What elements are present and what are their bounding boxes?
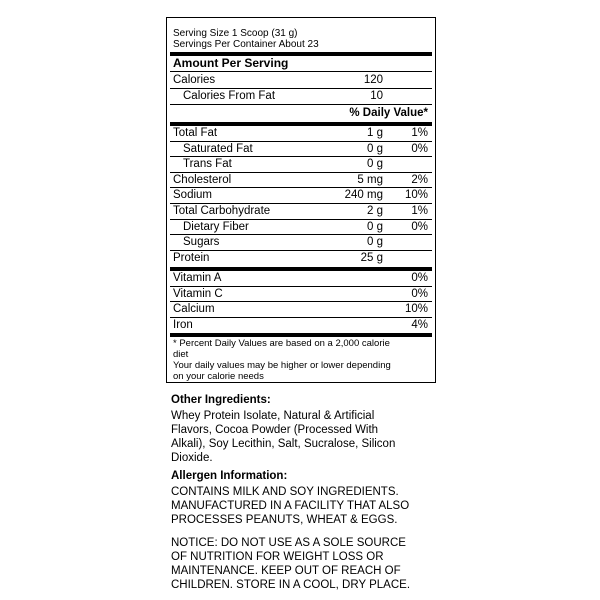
nutrient-label: Sugars: [183, 236, 220, 249]
vitamin-daily-value: 4%: [411, 318, 428, 331]
nutrient-daily-value: 10%: [404, 189, 428, 202]
nutrient-amount: 0 g: [367, 236, 383, 249]
nutrient-label: Dietary Fiber: [183, 220, 249, 233]
allergen-section: [171, 469, 441, 527]
allergen-title: Allergen Information:: [171, 470, 288, 482]
nutrient-daily-value: 1%: [411, 127, 428, 139]
nutrient-daily-value: 1%: [411, 205, 428, 217]
servings-per-container: Servings Per Container About 23: [173, 39, 319, 50]
nutrient-row: [170, 126, 432, 140]
allergen-text: [171, 485, 441, 527]
divider: [170, 104, 432, 105]
nutrient-label: Protein: [173, 251, 210, 264]
allergen-line: MANUFACTURED IN A FACILITY THAT ALSO: [171, 500, 410, 512]
ingredients-line: Whey Protein Isolate, Natural & Artificial: [171, 410, 375, 422]
nutrient-amount: 2 g: [367, 205, 383, 217]
allergen-line: PROCESSES PEANUTS, WHEAT & EGGS.: [171, 514, 398, 526]
nutrient-label: Sodium: [173, 189, 212, 202]
notice-line: OF NUTRITION FOR WEIGHT LOSS OR: [171, 551, 384, 563]
notice-section: [171, 536, 441, 592]
nutrient-row: [170, 157, 432, 171]
nutrient-label: Trans Fat: [183, 158, 232, 171]
nutrient-amount: 240 mg: [344, 189, 383, 202]
ingredients-line: Dioxide.: [171, 452, 213, 464]
footnote-line: Your daily values may be higher or lower depending: [173, 360, 391, 371]
notice-line: CHILDREN. STORE IN A COOL, DRY PLACE.: [171, 579, 411, 591]
other-ingredients-section: [171, 393, 441, 465]
other-ingredients-text: [171, 409, 441, 465]
serving-size: Serving Size 1 Scoop (31 g): [173, 28, 298, 39]
nutrient-amount: 25 g: [360, 251, 383, 264]
nutrient-row: [170, 235, 432, 249]
calories-value: 120: [363, 74, 383, 86]
notice-line: MAINTENANCE. KEEP OUT OF REACH OF: [171, 565, 401, 577]
footnote-line: diet: [173, 349, 189, 360]
divider: [170, 71, 432, 72]
nutrition-facts-panel: [166, 17, 436, 383]
nutrient-daily-value: 0%: [411, 142, 428, 155]
nutrient-row: [170, 220, 432, 234]
nutrient-amount: 0 g: [367, 142, 383, 155]
calories-from-fat-value: 10: [370, 90, 383, 102]
other-ingredients-title: Other Ingredients:: [171, 394, 271, 406]
daily-value-header-row: [170, 106, 432, 120]
daily-value-header: % Daily Value*: [349, 107, 428, 119]
vitamin-label: Calcium: [173, 303, 215, 316]
calories-from-fat-row: [170, 89, 432, 103]
nutrient-row: [170, 188, 432, 202]
vitamin-daily-value: 0%: [411, 287, 428, 300]
nutrient-daily-value: 0%: [411, 220, 428, 233]
nutrient-label: Total Carbohydrate: [173, 205, 271, 217]
nutrient-amount: 1 g: [367, 127, 383, 139]
nutrient-label: Cholesterol: [173, 173, 232, 186]
nutrient-label: Total Fat: [173, 127, 218, 139]
ingredients-line: Alkali), Soy Lecithin, Salt, Sucralose, Silicon: [171, 438, 396, 450]
vitamin-label: Vitamin C: [173, 287, 223, 300]
vitamin-daily-value: 0%: [411, 272, 428, 284]
thick-divider: [170, 333, 432, 337]
nutrient-daily-value: 2%: [411, 173, 428, 186]
allergen-line: CONTAINS MILK AND SOY INGREDIENTS.: [171, 486, 399, 498]
calories-row: [170, 73, 432, 87]
nutrient-row: [170, 204, 432, 218]
vitamin-row: [170, 271, 432, 285]
nutrient-amount: 5 mg: [357, 173, 383, 186]
footnote: [173, 338, 429, 382]
vitamin-label: Iron: [173, 318, 193, 331]
ingredients-line: Flavors, Cocoa Powder (Processed With: [171, 424, 379, 436]
vitamin-row: [170, 318, 432, 332]
nutrient-label: Saturated Fat: [183, 142, 253, 155]
vitamin-label: Vitamin A: [173, 272, 222, 284]
notice-line: NOTICE: DO NOT USE AS A SOLE SOURCE: [171, 537, 406, 549]
nutrient-row: [170, 173, 432, 187]
vitamin-row: [170, 287, 432, 301]
vitamin-row: [170, 302, 432, 316]
nutrient-row: [170, 251, 432, 265]
calories-label: Calories: [173, 74, 216, 86]
amount-per-serving-row: [170, 56, 432, 70]
nutrient-amount: 0 g: [367, 220, 383, 233]
footnote-line: * Percent Daily Values are based on a 2,000 calorie: [173, 338, 390, 349]
footnote-line: on your calorie needs: [173, 371, 264, 382]
calories-from-fat-label: Calories From Fat: [183, 90, 276, 102]
amount-per-serving-label: Amount Per Serving: [173, 56, 289, 70]
nutrient-amount: 0 g: [367, 158, 383, 171]
nutrient-row: [170, 142, 432, 156]
vitamin-daily-value: 10%: [404, 303, 428, 316]
